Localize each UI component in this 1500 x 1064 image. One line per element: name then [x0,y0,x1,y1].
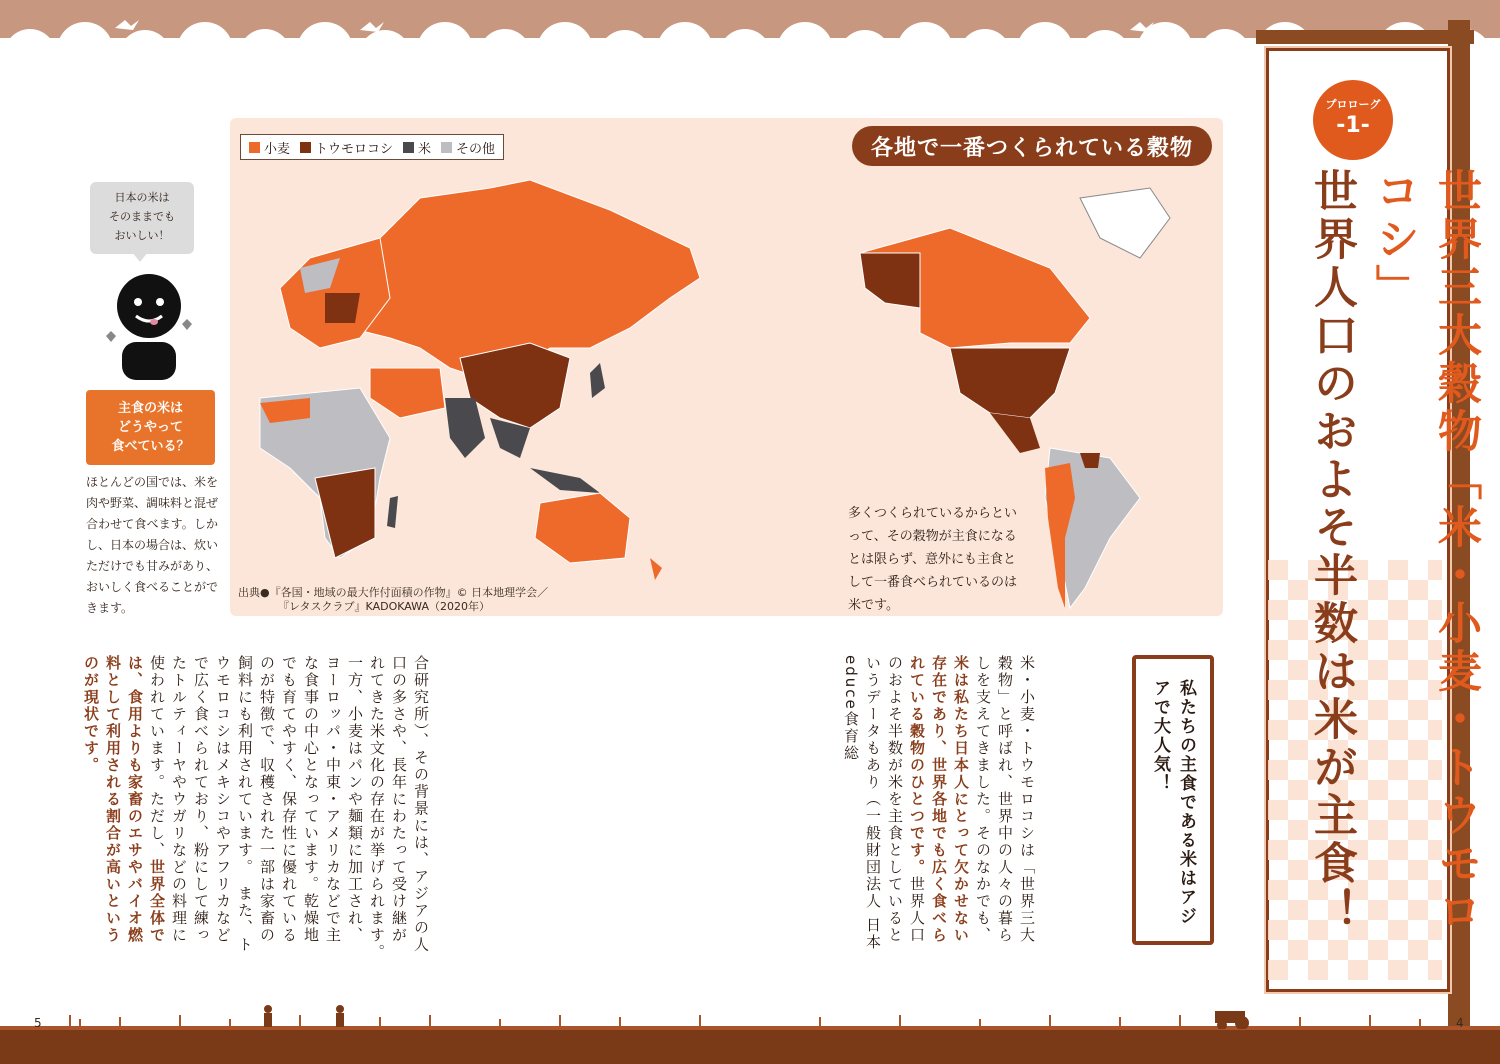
legend-label: トウモロコシ [315,141,394,157]
legend-item-wheat [249,138,290,157]
side-body-text: ほとんどの国では、米を肉や野菜、調味料と混ぜ合わせて食べます。しかし、日本の場合は、炊いただけでも甘みがあり、おいしく食べることができます。 [86,475,219,615]
banner-crossbar [1256,30,1474,44]
headline-line-2: 世界人口のおよそ半数は米が主食！ [1306,168,1357,936]
heart-icon [182,319,192,330]
farmer-icon [264,1005,344,1027]
article-highlight: 世界全体では、食用よりも家畜のエサやバイオ燃料として利用される割合が高いというのが現状です。 [82,655,166,944]
source-line: 『レタスクラブ』KADOKAWA（2020年） [278,600,490,613]
tractor-icon [1215,1011,1249,1029]
article-text: 世界人口のおよそ半数が米を主食としているというデータもあり（一般財団法人 日本educe食育総 [842,655,926,951]
legend-swatch [249,142,260,153]
article-right-column [840,655,1038,955]
ground [0,1030,1500,1064]
subheading: 私たちの主食である米はアジアで大人気！ [1150,679,1196,926]
prologue-badge [1313,80,1393,160]
legend-label: 米 [418,141,432,157]
article-left-column [80,655,432,971]
headline-line-1: 世界三大穀物「米・小麦・トウモロコシ」 [1368,168,1481,936]
legend-swatch [441,142,452,153]
legend-label: その他 [456,141,496,157]
legend-item-maize [300,138,393,157]
badge-label: プロローグ [1325,98,1381,111]
heart-icon [106,331,116,342]
article-text: 米・小麦・トウモロコシは「世界三大穀物」と呼ばれ、世界中の人々の暮らしを支えてきました。そのなかでも、 [974,655,1036,944]
legend-item-rice [403,138,431,157]
map-source [238,586,548,614]
legend-label: 小麦 [264,141,291,157]
map-note: 多くつくられているからといって、その穀物が主食になるとは限らず、意外にも主食として一番食べられているのは米です。 [848,506,1018,613]
source-line: 出典●『各国・地域の最大作付面積の作物』© 日本地理学会／ [238,586,549,599]
legend-swatch [403,142,414,153]
article-highlight: 米は私たち日本人にとって欠かせない存在であり、世界各地でも広く食べられている穀物のひとつです。 [908,655,970,944]
page-number-right: 4 [1456,1016,1464,1030]
article-text: 合研究所）、その背景には、アジアの人口の多さや、長年にわたって受け継がれてきた米文化の存在が挙げられます。 一方、小麦はパンや麺類に加工され、ヨーロッパ・中東・アメリカなどで主な食事の中心となっています。乾燥地でも育てやすく、保存性に優れているのが特徴で、収穫された一部は家畜の飼料にも利用されています。 また、トウモロコシはメキシコやアフリカなどで広く食べられており、粉にして練ったトルティーヤやウガリなどの料理に使われています。ただし、 [148,655,430,971]
side-heading: 主食の米は どうやって 食べている？ [86,390,215,465]
page-headline [1300,168,1486,968]
legend-swatch [300,142,311,153]
map-legend [240,134,504,160]
page-number-left: 5 [34,1016,42,1030]
legend-item-other [441,138,495,157]
character-icon [104,270,194,380]
world-map [230,118,1223,616]
badge-number: -1- [1336,113,1370,138]
speech-bubble-tail [132,252,148,262]
map-title: 各地で一番つくられている穀物 [852,126,1212,166]
ground-decoration [0,1005,1500,1029]
subheading-box [1132,655,1214,945]
speech-bubble: 日本の米は そのままでも おいしい！ [90,182,194,254]
